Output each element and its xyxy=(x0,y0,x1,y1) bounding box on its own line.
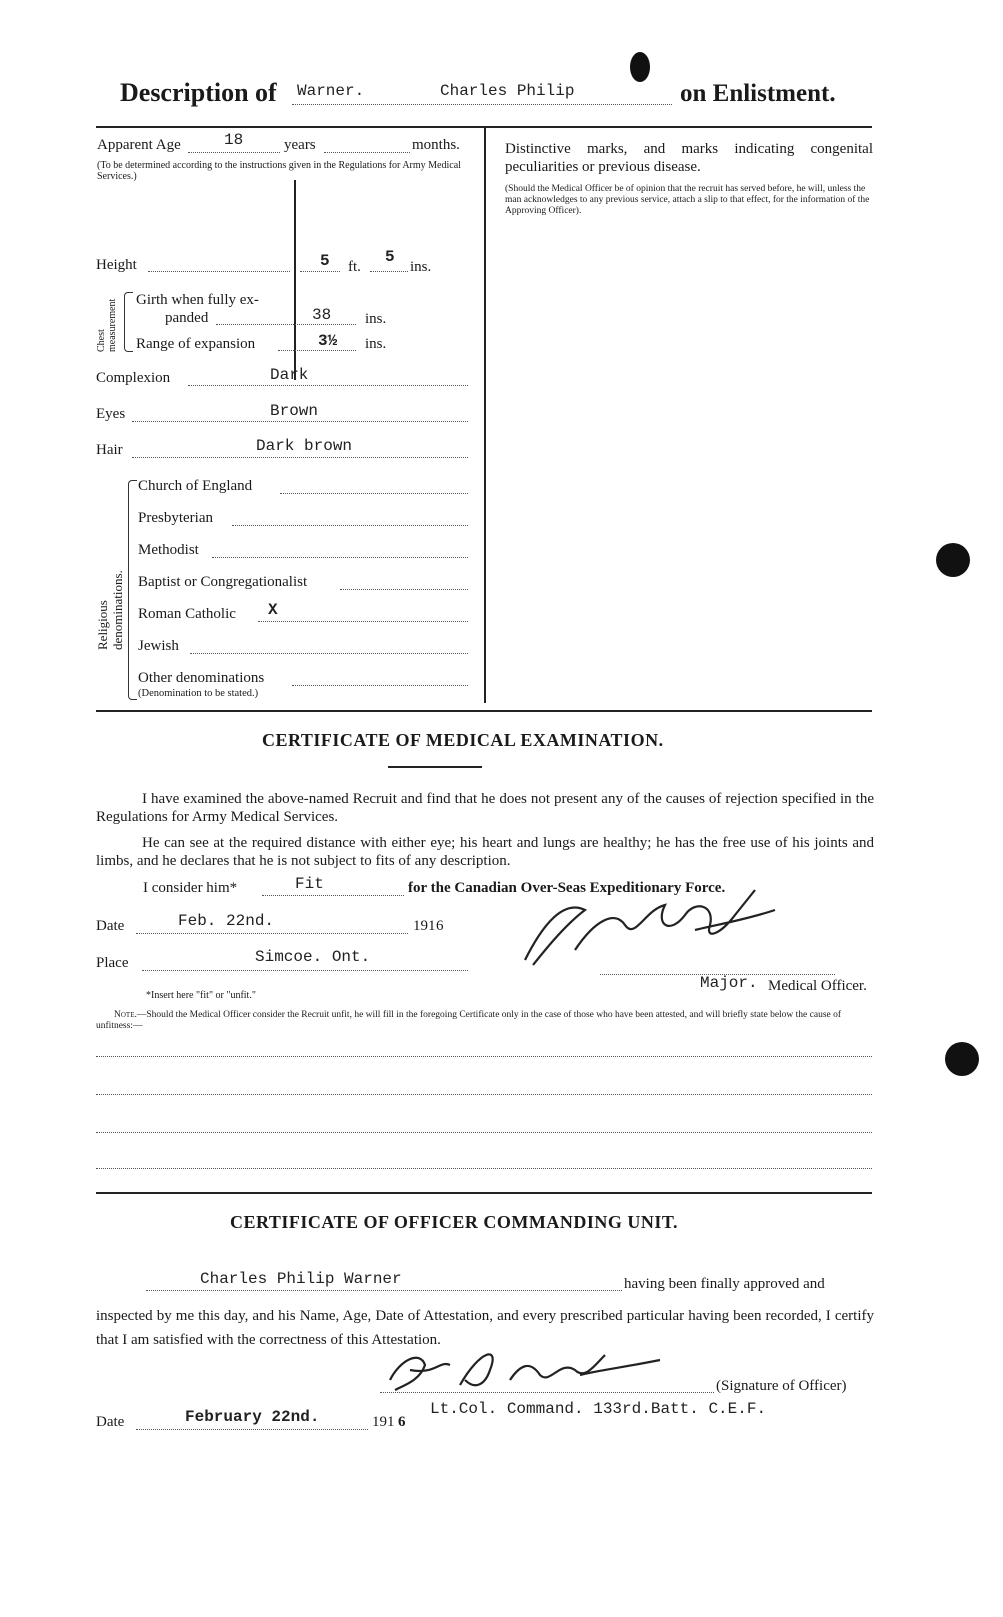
commanding-year-value: 6 xyxy=(398,1414,406,1430)
age-label: Apparent Age xyxy=(97,137,181,153)
girth-value: 38 xyxy=(312,306,332,324)
title-suffix: on Enlistment. xyxy=(680,80,836,107)
height-ft-value: 5 xyxy=(320,252,330,270)
religion-methodist: Methodist xyxy=(138,542,199,558)
title-prefix: Description of xyxy=(120,78,277,107)
religion-other-note: (Denomination to be stated.) xyxy=(138,688,259,699)
unfit-line-1 xyxy=(96,1056,872,1057)
unfit-note xyxy=(96,1010,874,1032)
distinctive-marks-note: (Should the Medical Officer be of opinion that the recruit has served before, he will, unless the man acknowledges to any previous service, attach a slip to that effect, for the information of the Approving Officer). xyxy=(505,184,870,216)
religion-section-label: Religious denominations. xyxy=(95,570,125,650)
religion-brace xyxy=(128,480,137,700)
medical-date-label: Date xyxy=(96,918,125,934)
religion-church-of-england: Church of England xyxy=(138,478,253,494)
commanding-text-2: inspected by me this day, and his Name, Age, Date of Attestation, and every prescribed particular having been recorded, I certify that I am satisfied with the correctness of this Attestation. xyxy=(96,1308,874,1348)
medical-place-label: Place xyxy=(96,955,129,971)
height-label: Height xyxy=(96,257,137,273)
range-unit: ins. xyxy=(365,336,387,352)
commanding-officer-line: Lt.Col. Command. 133rd.Batt. C.E.F. xyxy=(430,1400,767,1418)
commanding-heading: CERTIFICATE OF OFFICER COMMANDING UNIT. xyxy=(230,1212,679,1232)
girth-unit: ins. xyxy=(365,311,387,327)
medical-officer-rank: Major. xyxy=(700,974,758,992)
complexion-label: Complexion xyxy=(96,370,171,386)
given-name-value: Charles Philip xyxy=(440,82,575,100)
ink-blot xyxy=(630,52,650,82)
religion-jewish: Jewish xyxy=(138,638,179,654)
consider-value: Fit xyxy=(295,875,324,893)
lower-rule xyxy=(96,1192,872,1194)
commanding-year-prefix: 191 xyxy=(372,1414,395,1430)
hair-value: Dark brown xyxy=(256,437,353,455)
medical-place-value: Simcoe. Ont. xyxy=(255,948,371,966)
medical-officer-title: Medical Officer. xyxy=(768,978,867,994)
mid-rule xyxy=(96,710,872,712)
medical-date-value: Feb. 22nd. xyxy=(178,912,275,930)
medical-year-prefix: 191 xyxy=(413,918,436,934)
religion-baptist: Baptist or Congregationalist xyxy=(138,574,308,590)
medical-paragraph-1: I have examined the above-named Recruit and find that he does not present any of the causes of rejection specified in the Regulations for Army Medical Services. xyxy=(96,791,874,825)
years-label: years xyxy=(284,137,316,153)
unfit-line-4 xyxy=(96,1168,872,1169)
signature-of-officer-label: (Signature of Officer) xyxy=(716,1378,847,1394)
hair-label: Hair xyxy=(96,442,123,458)
religion-presbyterian: Presbyterian xyxy=(138,510,213,526)
religion-roman-catholic: Roman Catholic xyxy=(138,606,236,622)
girth-label-1: Girth when fully ex- xyxy=(136,292,259,308)
insert-note: *Insert here "fit" or "unfit." xyxy=(146,990,256,1001)
religion-other: Other denominations xyxy=(138,670,265,686)
surname-value: Warner. xyxy=(297,82,365,100)
eyes-label: Eyes xyxy=(96,406,126,422)
medical-year-value: 6 xyxy=(436,918,444,934)
commanding-text-1: having been finally approved and xyxy=(624,1276,825,1292)
column-divider xyxy=(484,128,486,703)
age-note: (To be determined according to the instructions given in the Regulations for Army Medical Services.) xyxy=(97,160,461,182)
eyes-value: Brown xyxy=(270,402,319,420)
medical-heading-rule xyxy=(388,766,482,768)
ft-label: ft. xyxy=(348,259,361,275)
medical-paragraph-2: He can see at the required distance with either eye; his heart and lungs are healthy; he has the free use of his joints and limbs, and he declares that he is not subject to fits of any description. xyxy=(96,835,874,869)
roman-catholic-mark: X xyxy=(268,601,278,619)
height-ins-label: ins. xyxy=(410,259,432,275)
commanding-date-value: February 22nd. xyxy=(185,1408,320,1426)
commanding-date-label: Date xyxy=(96,1414,125,1430)
medical-officer-signature xyxy=(505,880,805,975)
commanding-name-value: Charles Philip Warner xyxy=(200,1270,402,1288)
unfit-line-3 xyxy=(96,1132,872,1133)
medical-heading: CERTIFICATE OF MEDICAL EXAMINATION. xyxy=(262,730,664,750)
punch-hole-top xyxy=(936,543,970,577)
distinctive-marks-label: Distinctive marks, and marks indicating congenital peculiarities or previous disease. xyxy=(505,141,873,175)
months-label: months. xyxy=(412,137,460,153)
commanding-officer-signature xyxy=(380,1340,680,1400)
unfit-line-2 xyxy=(96,1094,872,1095)
unfit-note-text: —Should the Medical Officer consider the Recruit unfit, he will fill in the foregoing Certificate only in the case of those who have been attested, and will briefly state below the cause of unfitness:— xyxy=(96,1010,842,1031)
complexion-value: Dark xyxy=(270,366,309,384)
chest-measurement-label: Chest measurement xyxy=(96,298,118,352)
range-value: 3½ xyxy=(318,332,338,350)
range-label: Range of expansion xyxy=(136,336,256,352)
punch-hole-bottom xyxy=(945,1042,979,1076)
consider-suffix: for the Canadian Over-Seas Expeditionary Force. xyxy=(408,880,726,896)
chest-brace xyxy=(124,292,133,352)
unfit-note-label: Note. xyxy=(114,1010,137,1020)
form-title xyxy=(120,78,277,108)
age-value: 18 xyxy=(224,131,244,149)
girth-label-2: panded xyxy=(165,310,209,326)
height-in-value: 5 xyxy=(385,248,395,266)
consider-label: I consider him* xyxy=(143,880,238,896)
